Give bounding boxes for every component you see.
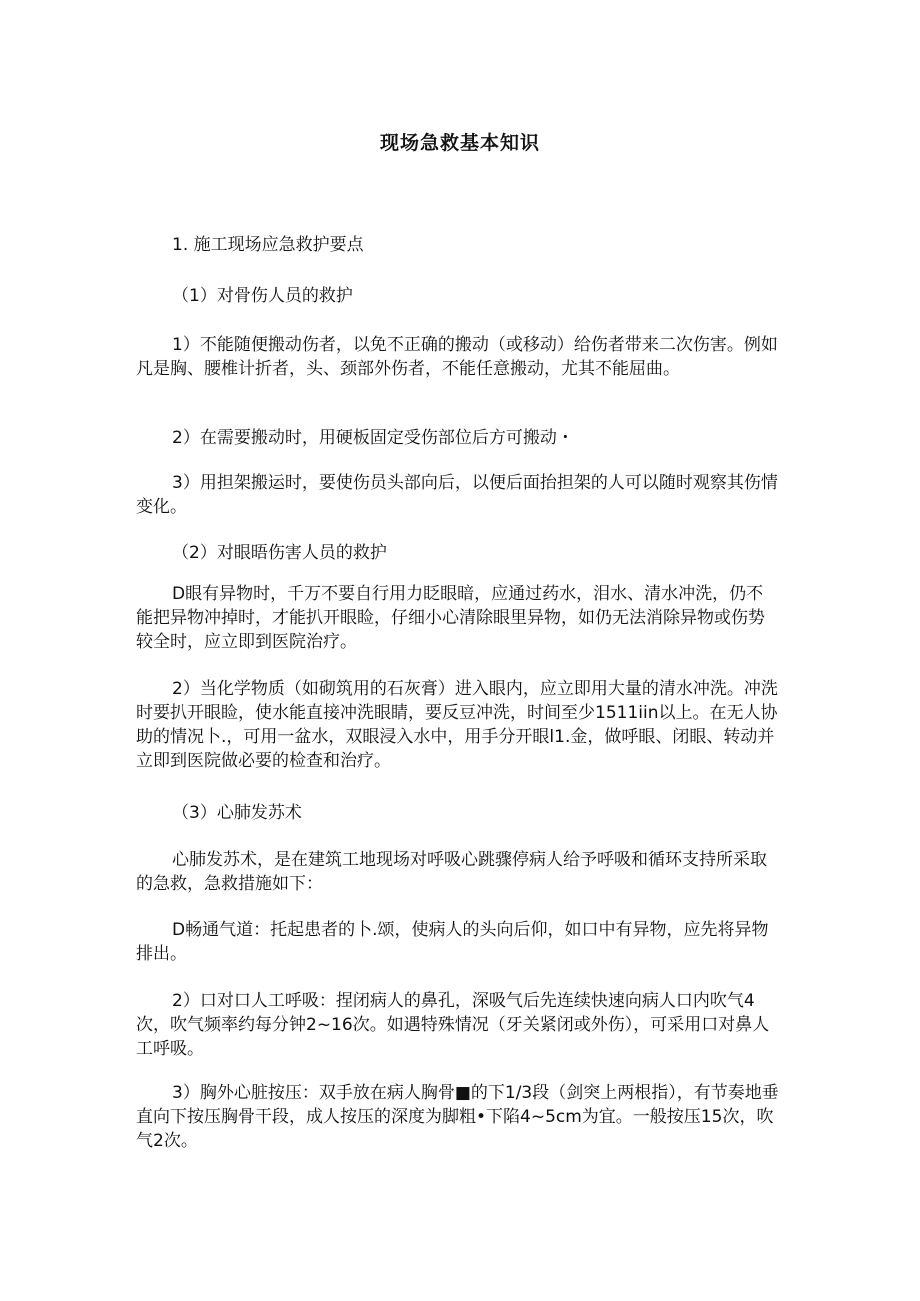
paragraph-bone-3: 3）用担架搬运时，要使伤员头部向后，以便后面抬担架的人可以随时观察其伤情变化。 — [136, 473, 778, 517]
document-title: 现场急救基本知识 — [379, 132, 540, 154]
paragraph-cpr-intro: 心肺发苏术，是在建筑工地现场对呼吸心跳骤停病人给予呼吸和循环支持所采取的急救，急救措施如下： — [136, 850, 767, 894]
subsection-heading-cpr: （3）心肺发苏术 — [172, 803, 302, 823]
paragraph-bone-1: 1）不能随便搬动伤者，以免不正确的搬动（或移动）给伤者带来二次伤害。例如凡是胸、腰椎计折者，头、颈部外伤者，不能任意搬动，尤其不能屈曲。 — [136, 335, 778, 379]
paragraph-cpr-3: 3）胸外心脏按压：双手放在病人胸骨■的下1/3段（剑突上两根指），有节奏地垂直向下按压胸骨干段，成人按压的深度为脚粗•下陷4~5cm为宜。一般按压15次，吹气2次。 — [136, 1083, 779, 1151]
paragraph-eye-2: 2）当化学物质（如砌筑用的石灰膏）进入眼内，应立即用大量的清水冲洗。冲洗时要扒开眼睑，使水能直接冲洗眼睛，要反豆冲洗，时间至少1511iin以上。在无人协助的情况卜.，可用一盆水，双眼浸入水中，用手分开眼l1.金，做呼眼、闭眼、转动并立即到医院做必要的检查和治疗。 — [136, 679, 778, 771]
paragraph-bone-2: 2）在需要搬动时，用硬板固定受伤部位后方可搬动・ — [172, 428, 574, 448]
section-heading-1: 1. 施工现场应急救护要点 — [172, 235, 364, 255]
subsection-heading-eye: （2）对眼晤伤害人员的救护 — [172, 543, 387, 563]
paragraph-cpr-1: D畅通气道：托起患者的卜.颂，使病人的头向后仰，如口中有异物，应先将异物排出。 — [136, 920, 769, 964]
paragraph-eye-1: D眼有异物时，千万不要自行用力眨眼暗，应通过药水，泪水、清水冲洗，仍不能把异物冲掉时，才能扒开眼睑，仔细小心清除眼里异物，如仍无法消除异物或伤势较全时，应立即到医院治疗。 — [136, 584, 765, 652]
subsection-heading-bone: （1）对骨伤人员的救护 — [172, 286, 353, 306]
paragraph-cpr-2: 2）口对口人工呼吸：捏闭病人的鼻孔，深吸气后先连续快速向病人口内吹气4次，吹气频率约每分钟2~16次。如遇特殊情况（牙关紧闭或外伤），可采用口对鼻人工呼吸。 — [136, 991, 770, 1059]
